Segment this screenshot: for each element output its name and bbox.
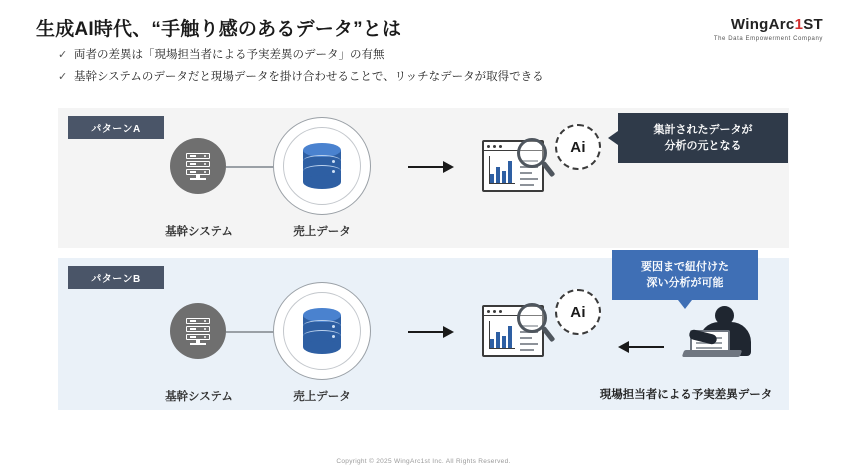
logo-accent-char: 1 [794, 16, 804, 33]
arrow-right-icon [408, 325, 454, 339]
brand-logo [714, 16, 823, 42]
database-icon [273, 117, 371, 215]
pattern-b-data-label: 売上データ [293, 391, 351, 403]
bullet-item [58, 48, 544, 63]
pattern-a-callout-line2: 分析の元となる [664, 140, 742, 152]
pattern-a-callout [618, 113, 788, 163]
bullet-list [58, 48, 544, 92]
check-icon: ✓ [58, 71, 68, 83]
logo-name-part1: WingArc [730, 16, 795, 33]
server-icon [170, 138, 226, 194]
bullet-text: 基幹システムのデータだと現場データを掛け合わせることで、リッチなデータが取得できる [74, 71, 544, 83]
arrow-left-icon [618, 340, 664, 354]
magnifier-icon [517, 138, 557, 184]
server-icon [170, 303, 226, 359]
check-icon: ✓ [58, 49, 68, 61]
pattern-b-callout-line1: 要因まで紐付けた [641, 261, 729, 273]
bullet-item [58, 70, 544, 85]
callout-tail [608, 131, 618, 145]
database-icon [273, 282, 371, 380]
bullet-text: 両者の差異は「現場担当者による予実差異のデータ」の有無 [74, 49, 385, 61]
pattern-a-tag: パターンA [68, 116, 164, 139]
callout-tail [678, 300, 692, 309]
pattern-b-tag: パターンB [68, 266, 164, 289]
logo-name-part2: ST [803, 16, 823, 33]
pattern-a-data-label: 売上データ [293, 226, 351, 238]
pattern-b-callout-line2: 深い分析が可能 [646, 277, 724, 289]
copyright-footer: Copyright © 2025 WingArc1st Inc. All Rights Reserved. [336, 458, 511, 465]
ai-badge-label: Ai [570, 303, 586, 321]
person-with-laptop-icon [683, 306, 761, 368]
page-title: 生成AI時代、“手触り感のあるデータ”とは [36, 19, 402, 40]
ai-badge-icon [555, 289, 601, 335]
pattern-a-panel [58, 108, 789, 248]
magnifier-icon [517, 303, 557, 349]
pattern-b-callout [612, 250, 758, 300]
ai-badge-icon [555, 124, 601, 170]
logo-wordmark [714, 16, 823, 33]
ai-badge-label: Ai [570, 138, 586, 156]
pattern-a-callout-line1: 集計されたデータが [653, 124, 753, 136]
pattern-b-system-label: 基幹システム [165, 391, 233, 403]
arrow-right-icon [408, 160, 454, 174]
pattern-b-person-label: 現場担当者による予実差異データ [599, 389, 773, 401]
logo-tagline: The Data Empowerment Company [713, 36, 823, 42]
pattern-b-panel [58, 258, 789, 410]
pattern-a-system-label: 基幹システム [165, 226, 233, 238]
